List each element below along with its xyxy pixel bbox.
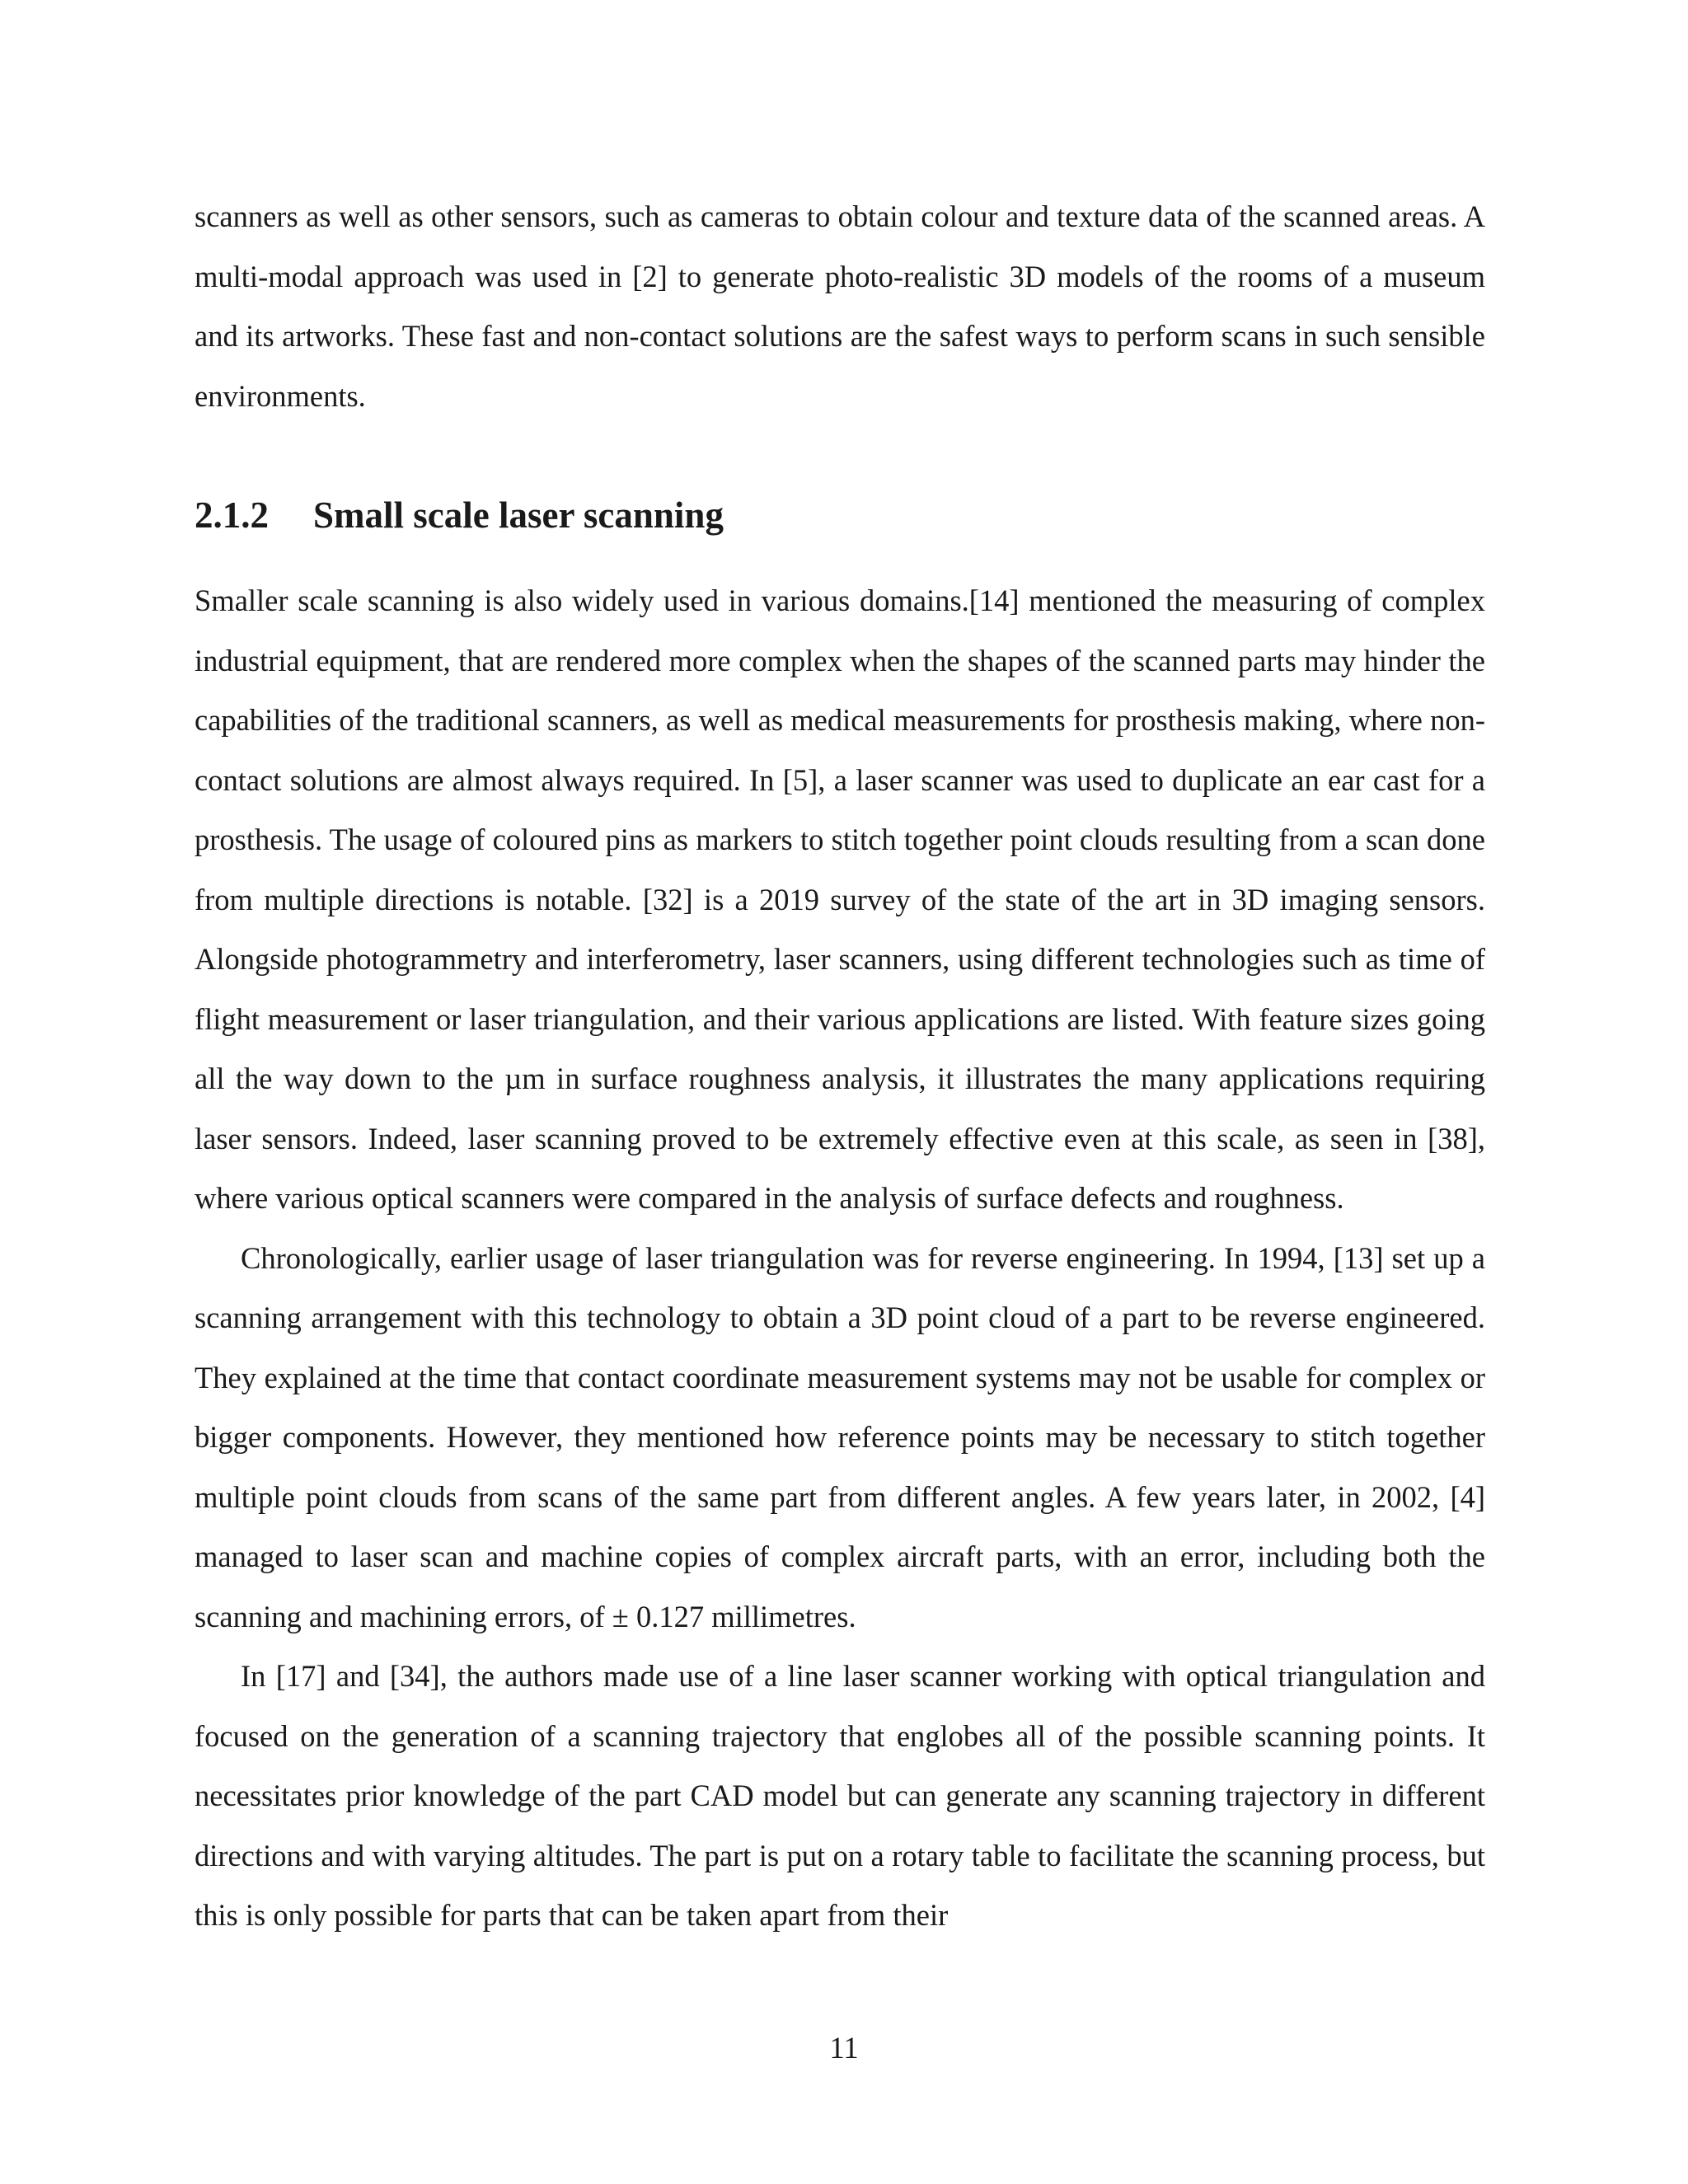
body-paragraph-3: In [17] and [34], the authors made use of a line laser scanner working with optical triangulation and focused on the generation of a scanning trajectory that englobes all of the possible scanning points. It necessitates prior knowledge of the part CAD model but can generate any scanning trajectory in different directions and with varying altitudes. The part is put on a rotary table to facilitate the scanning process, but this is only possible for parts that can be taken apart from their bbox=[195, 1659, 1485, 1932]
section-title: Small scale laser scanning bbox=[313, 494, 724, 536]
body-paragraph-2: Chronologically, earlier usage of laser triangulation was for reverse engineering. In 1994, [13] set up a scanning arrangement with this technology to obtain a 3D point cloud of a part to be reverse engineered. They explained at the time that contact coordinate measurement systems may not be usable for complex or bigger components. However, they mentioned how reference points may be necessary to stitch together multiple point clouds from scans of the same part from different angles. A few years later, in 2002, [4] managed to laser scan and machine copies of complex aircraft parts, with an error, including both the scanning and machining errors, of ± 0.127 millimetres. bbox=[195, 1240, 1485, 1633]
page-number: 11 bbox=[829, 2031, 859, 2064]
intro-paragraph: scanners as well as other sensors, such as cameras to obtain colour and texture data of the scanned areas. A multi-modal approach was used in [2] to generate photo-realistic 3D models of the rooms of a museum and its artworks. These fast and non-contact solutions are the safest ways to perform scans in such sensible environments. bbox=[195, 199, 1485, 413]
section-heading bbox=[195, 485, 724, 545]
section-number: 2.1.2 bbox=[195, 494, 269, 536]
body-paragraph-1: Smaller scale scanning is also widely used in various domains.[14] mentioned the measuring of complex industrial equipment, that are rendered more complex when the shapes of the scanned parts may hinder the capabilities of the traditional scanners, as well as medical measurements for prosthesis making, where non-contact solutions are almost always required. In [5], a laser scanner was used to duplicate an ear cast for a prosthesis. The usage of coloured pins as markers to stitch together point clouds resulting from a scan done from multiple directions is notable. [32] is a 2019 survey of the state of the art in 3D imaging sensors. Alongside photogrammetry and interferometry, laser scanners, using different technologies such as time of flight measurement or laser triangulation, and their various applications are listed. With feature sizes going all the way down to the µm in surface roughness analysis, it illustrates the many applications requiring laser sensors. Indeed, laser scanning proved to be extremely effective even at this scale, as seen in [38], where various optical scanners were compared in the analysis of surface defects and roughness. bbox=[195, 583, 1485, 1215]
intro-text-block bbox=[195, 187, 1485, 426]
section-body bbox=[195, 571, 1485, 1946]
